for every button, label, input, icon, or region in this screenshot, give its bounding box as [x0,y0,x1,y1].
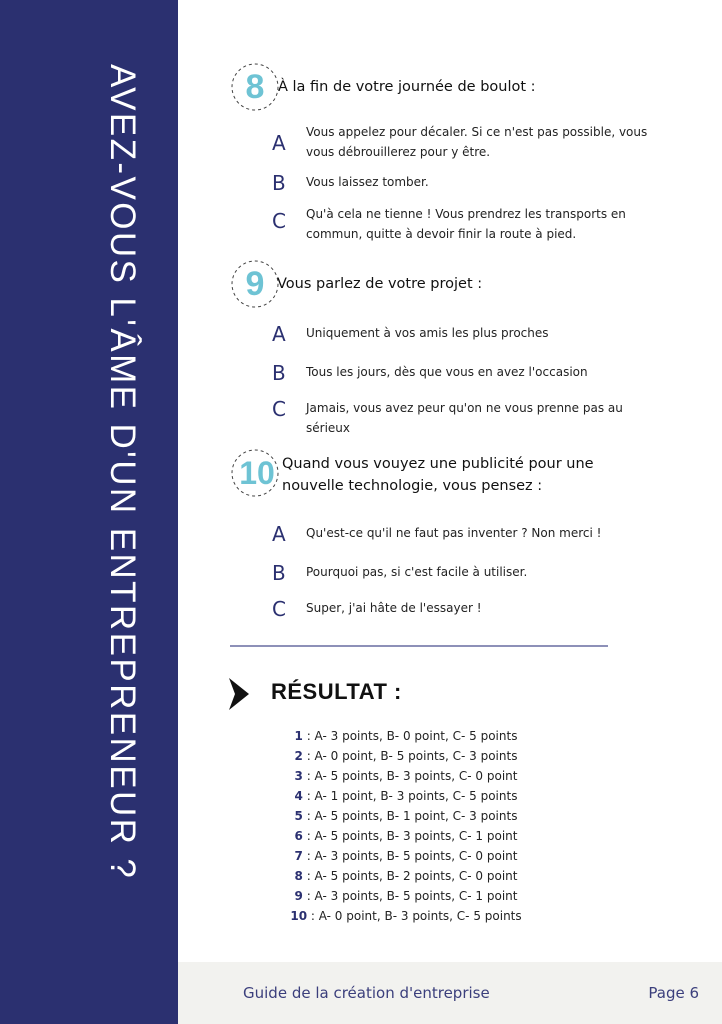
score-row [276,746,536,766]
option-text: Uniquement à vos amis les plus proches [306,326,549,340]
score-number: 9 [294,889,303,903]
score-number: 3 [294,769,303,783]
question-number-badge [230,62,280,112]
option-letter: A [272,131,286,155]
result-title: RÉSULTAT : [271,679,402,704]
option-letter: A [272,322,286,346]
option-letter: C [272,397,286,421]
question-number: 10 [239,455,275,491]
question-text: À la fin de votre journée de boulot : [278,79,536,95]
question-number-badge [230,448,280,498]
option-letter: B [272,171,286,195]
score-row [276,726,536,746]
score-row [276,786,536,806]
option-letter: B [272,561,286,585]
footer-guide-title: Guide de la création d'entreprise [243,984,490,1002]
option-text: Vous appelez pour décaler. Si ce n'est pas possible, vous vous débrouillerez pour y être. [306,125,648,159]
question-number-badge [230,259,280,309]
vertical-title-text: AVEZ-VOUS L'ÂME D'UN ENTREPRENEUR ? [103,64,142,881]
option-text: Qu'est-ce qu'il ne faut pas inventer ? Non merci ! [306,526,602,540]
option-text: Qu'à cela ne tienne ! Vous prendrez les transports en commun, quitte à devoir finir la route à pied. [306,207,626,241]
option-letter: B [272,361,286,385]
option-text: Super, j'ai hâte de l'essayer ! [306,601,482,615]
vertical-title [0,64,142,1024]
score-text: : A- 3 points, B- 5 points, C- 1 point [302,889,518,903]
option-text: Jamais, vous avez peur qu'on ne vous prenne pas au sérieux [306,401,623,435]
question-number: 8 [245,68,265,106]
score-number: 4 [294,789,303,803]
score-text: : A- 5 points, B- 2 points, C- 0 point [302,869,518,883]
footer [178,962,722,1024]
score-number: 1 [294,729,303,743]
score-text: : A- 5 points, B- 3 points, C- 0 point [302,769,518,783]
score-row [276,886,536,906]
score-number: 8 [294,869,303,883]
score-list [276,726,536,926]
score-text: : A- 1 point, B- 3 points, C- 5 points [302,789,518,803]
score-row [276,806,536,826]
score-row [276,906,536,926]
page-number: Page 6 [648,984,699,1002]
question-text: Vous parlez de votre projet : [277,276,483,292]
score-number: 5 [294,809,303,823]
option-text: Pourquoi pas, si c'est facile à utiliser. [306,565,528,579]
score-text: : A- 3 points, B- 5 points, C- 0 point [302,849,518,863]
question-text: Quand vous vouyez une publicité pour une nouvelle technologie, vous pensez : [282,456,594,494]
section-divider [230,645,608,647]
score-number: 7 [294,849,303,863]
score-number: 10 [290,909,308,923]
score-row [276,846,536,866]
score-row [276,826,536,846]
score-row [276,866,536,886]
sidebar [0,0,178,1024]
score-text: : A- 0 point, B- 3 points, C- 5 points [307,909,522,923]
score-number: 2 [294,749,303,763]
option-letter: C [272,597,286,621]
option-letter: A [272,522,286,546]
option-text: Vous laissez tomber. [306,175,429,189]
score-text: : A- 5 points, B- 1 point, C- 3 points [302,809,518,823]
score-text: : A- 3 points, B- 0 point, C- 5 points [302,729,518,743]
score-number: 6 [294,829,303,843]
chevron-right-icon [229,678,249,710]
question-number: 9 [245,265,265,303]
score-row [276,766,536,786]
score-text: : A- 5 points, B- 3 points, C- 1 point [302,829,518,843]
score-text: : A- 0 point, B- 5 points, C- 3 points [302,749,518,763]
option-text: Tous les jours, dès que vous en avez l'occasion [306,365,588,379]
option-letter: C [272,209,286,233]
